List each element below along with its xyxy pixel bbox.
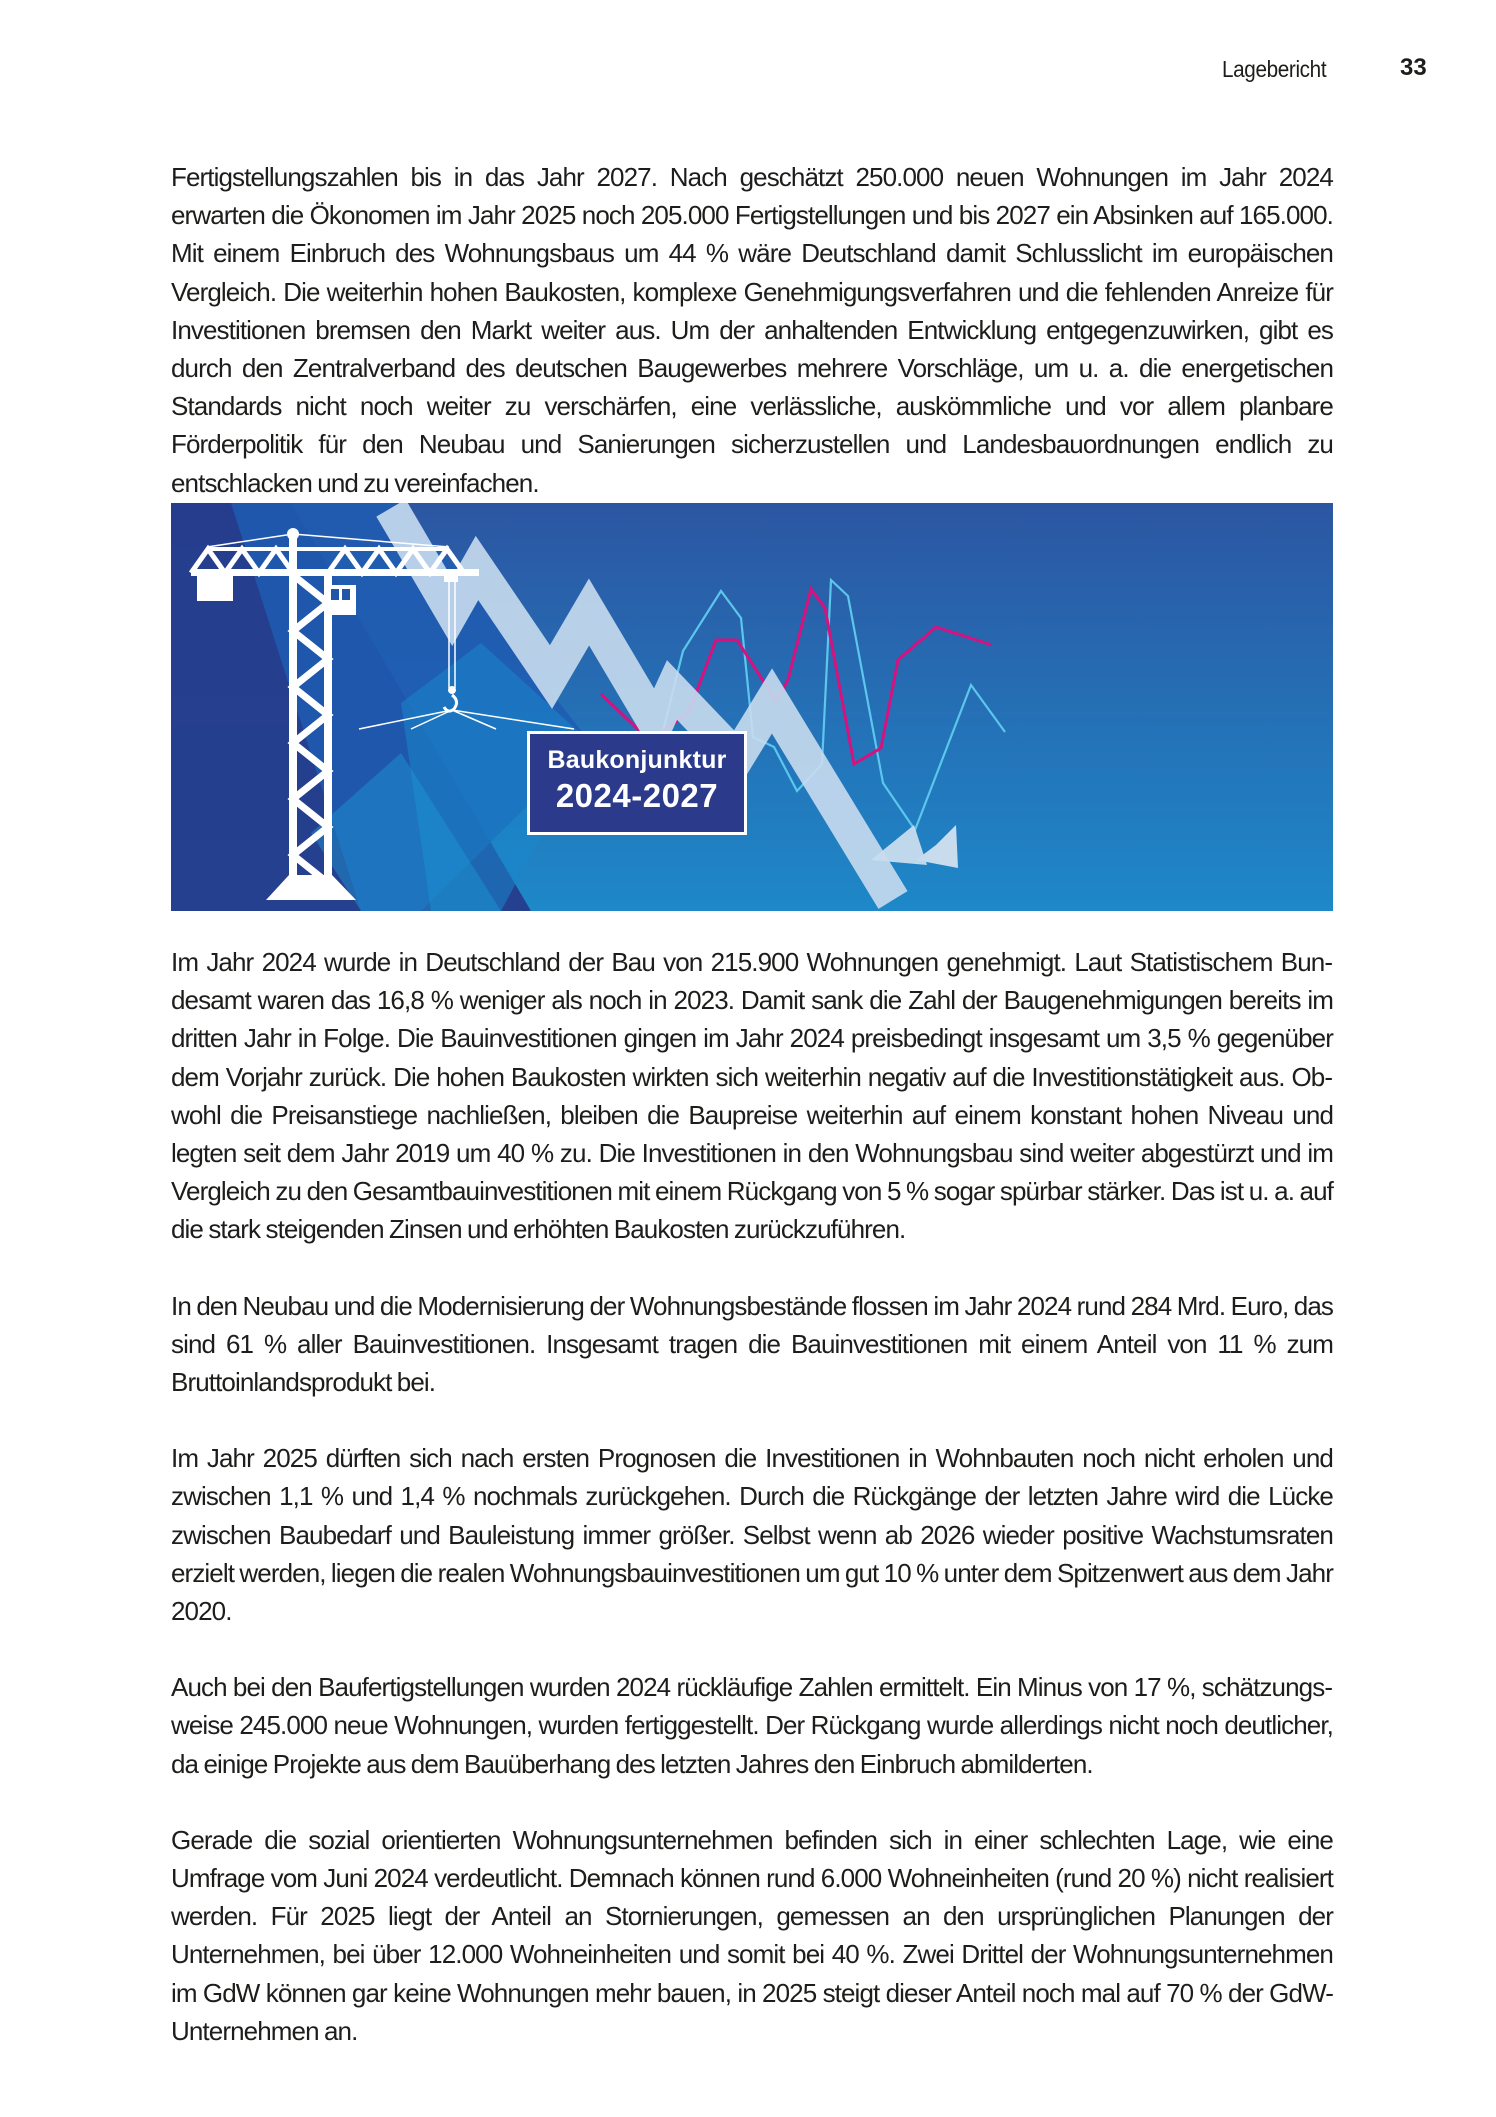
baukonjunktur-banner [171,503,1333,911]
page-number: 33 [1400,54,1427,81]
intro-paragraph: Fertigstellungszahlen bis in das Jahr 2027. Nach geschätzt 250.000 neuen Wohnungen im Jahr 2024 erwarten die Ökonomen im Jahr 2025 noch 205.000 Fertigstellungen und bis 2027 ein Absinken auf 165.000. Mit einem Einbruch des Wohnungsbaus um 44 % wäre Deutschland damit Schlusslicht im europäischen Vergleich. Die weiterhin hohen Baukosten, komplexe Genehmigungsverfahren und die fehlenden Anreize für Investitionen bremsen den Markt weiter aus. Um der anhaltenden Entwicklung entgegenzuwirken, gibt es durch den Zentralverband des deutschen Baugewerbes mehrere Vorschläge, um u. a. die energetischen Standards nicht noch weiter zu verschärfen, eine verlässliche, auskömmliche und vor allem planbare Förderpolitik für den Neubau und Sanierungen sicherzustellen und Landesbauordnungen endlich zu entschlacken und zu vereinfachen. [171,162,1333,498]
body-text [171,943,1333,2088]
paragraph-completions: Auch bei den Baufertigstellungen wurden 2024 rückläufige Zahlen ermittelt. Ein Minus von 17 %, schätzungsweise 245.000 neue Wohnungen, wurden fertiggestellt. Der Rückgang wurde allerdings nicht noch deutlicher, da einige Projekte aus dem Bauüberhang des letzten Jahres den Einbruch abmilderten. [171,1672,1333,1779]
paragraph-forecast-2025: Im Jahr 2025 dürften sich nach ersten Prognosen die Investitionen in Wohnbauten noch nicht erholen und zwischen 1,1 % und 1,4 % nochmals zurückgehen. Durch die Rückgänge der letzten Jahre wird die Lücke zwischen Baubedarf und Bauleistung immer größer. Selbst wenn ab 2026 wieder positive Wachstumsraten erzielt werden, liegen die realen Wohnungsbauinvestitionen um gut 10 % unter dem Spitzenwert aus dem Jahr 2020. [171,1443,1333,1627]
paragraph-investments: In den Neubau und die Modernisierung der Wohnungsbestände flossen im Jahr 2024 rund 284 Mrd. Euro, das sind 61 % aller Bauinvestitionen. Insgesamt tragen die Bauinvestitionen mit einem Anteil von 11 % zum Bruttoinlandsprodukt bei. [171,1290,1333,1398]
banner-title-line2: 2024-2027 [555,777,719,814]
section-title: Lagebericht [1222,56,1327,82]
banner-title-line1: Baukonjunktur [547,746,727,774]
banner-title-box [527,731,747,835]
running-head [0,52,1496,92]
paragraph-housing-companies: Gerade die sozial orientierten Wohnungsunternehmen befinden sich in einer schlechten Lage, wie eine Umfrage vom Juni 2024 verdeutlicht. Demnach können rund 6.000 Wohneinheiten (rund 20 %) nicht realisiert werden. Für 2025 liegt der Anteil an Stornierungen, gemessen an den ursprünglichen Planungen der Unternehmen, bei über 12.000 Wohneinheiten und somit bei 40 %. Zwei Drittel der Wohnungsunternehmen im GdW können gar keine Wohnungen mehr bauen, in 2025 steigt dieser Anteil noch mal auf 70 % der GdW-Unternehmen an. [171,1824,1333,2046]
banner-illustration [171,503,1333,911]
paragraph-building-permits: Im Jahr 2024 wurde in Deutschland der Bau von 215.900 Wohnungen genehmigt. Laut Statistischem Bundesamt waren das 16,8 % weniger als noch in 2023. Damit sank die Zahl der Baugenehmigungen bereits im dritten Jahr in Folge. Die Bauinvestitionen gingen im Jahr 2024 preisbedingt insgesamt um 3,5 % gegenüber dem Vorjahr zurück. Die hohen Baukosten wirkten sich weiterhin negativ auf die Investitionstätigkeit aus. Obwohl die Preisanstiege nachließen, bleiben die Baupreise weiterhin auf einem konstant hohen Niveau und legten seit dem Jahr 2019 um 40 % zu. Die Investitionen in den Wohnungsbau sind weiter abgestürzt und im Vergleich zu den Gesamtbauinvestitionen mit einem Rückgang von 5 % sogar spürbar stärker. Das ist u. a. auf die stark steigenden Zinsen und erhöhten Baukosten zurückzuführen. [171,947,1333,1245]
